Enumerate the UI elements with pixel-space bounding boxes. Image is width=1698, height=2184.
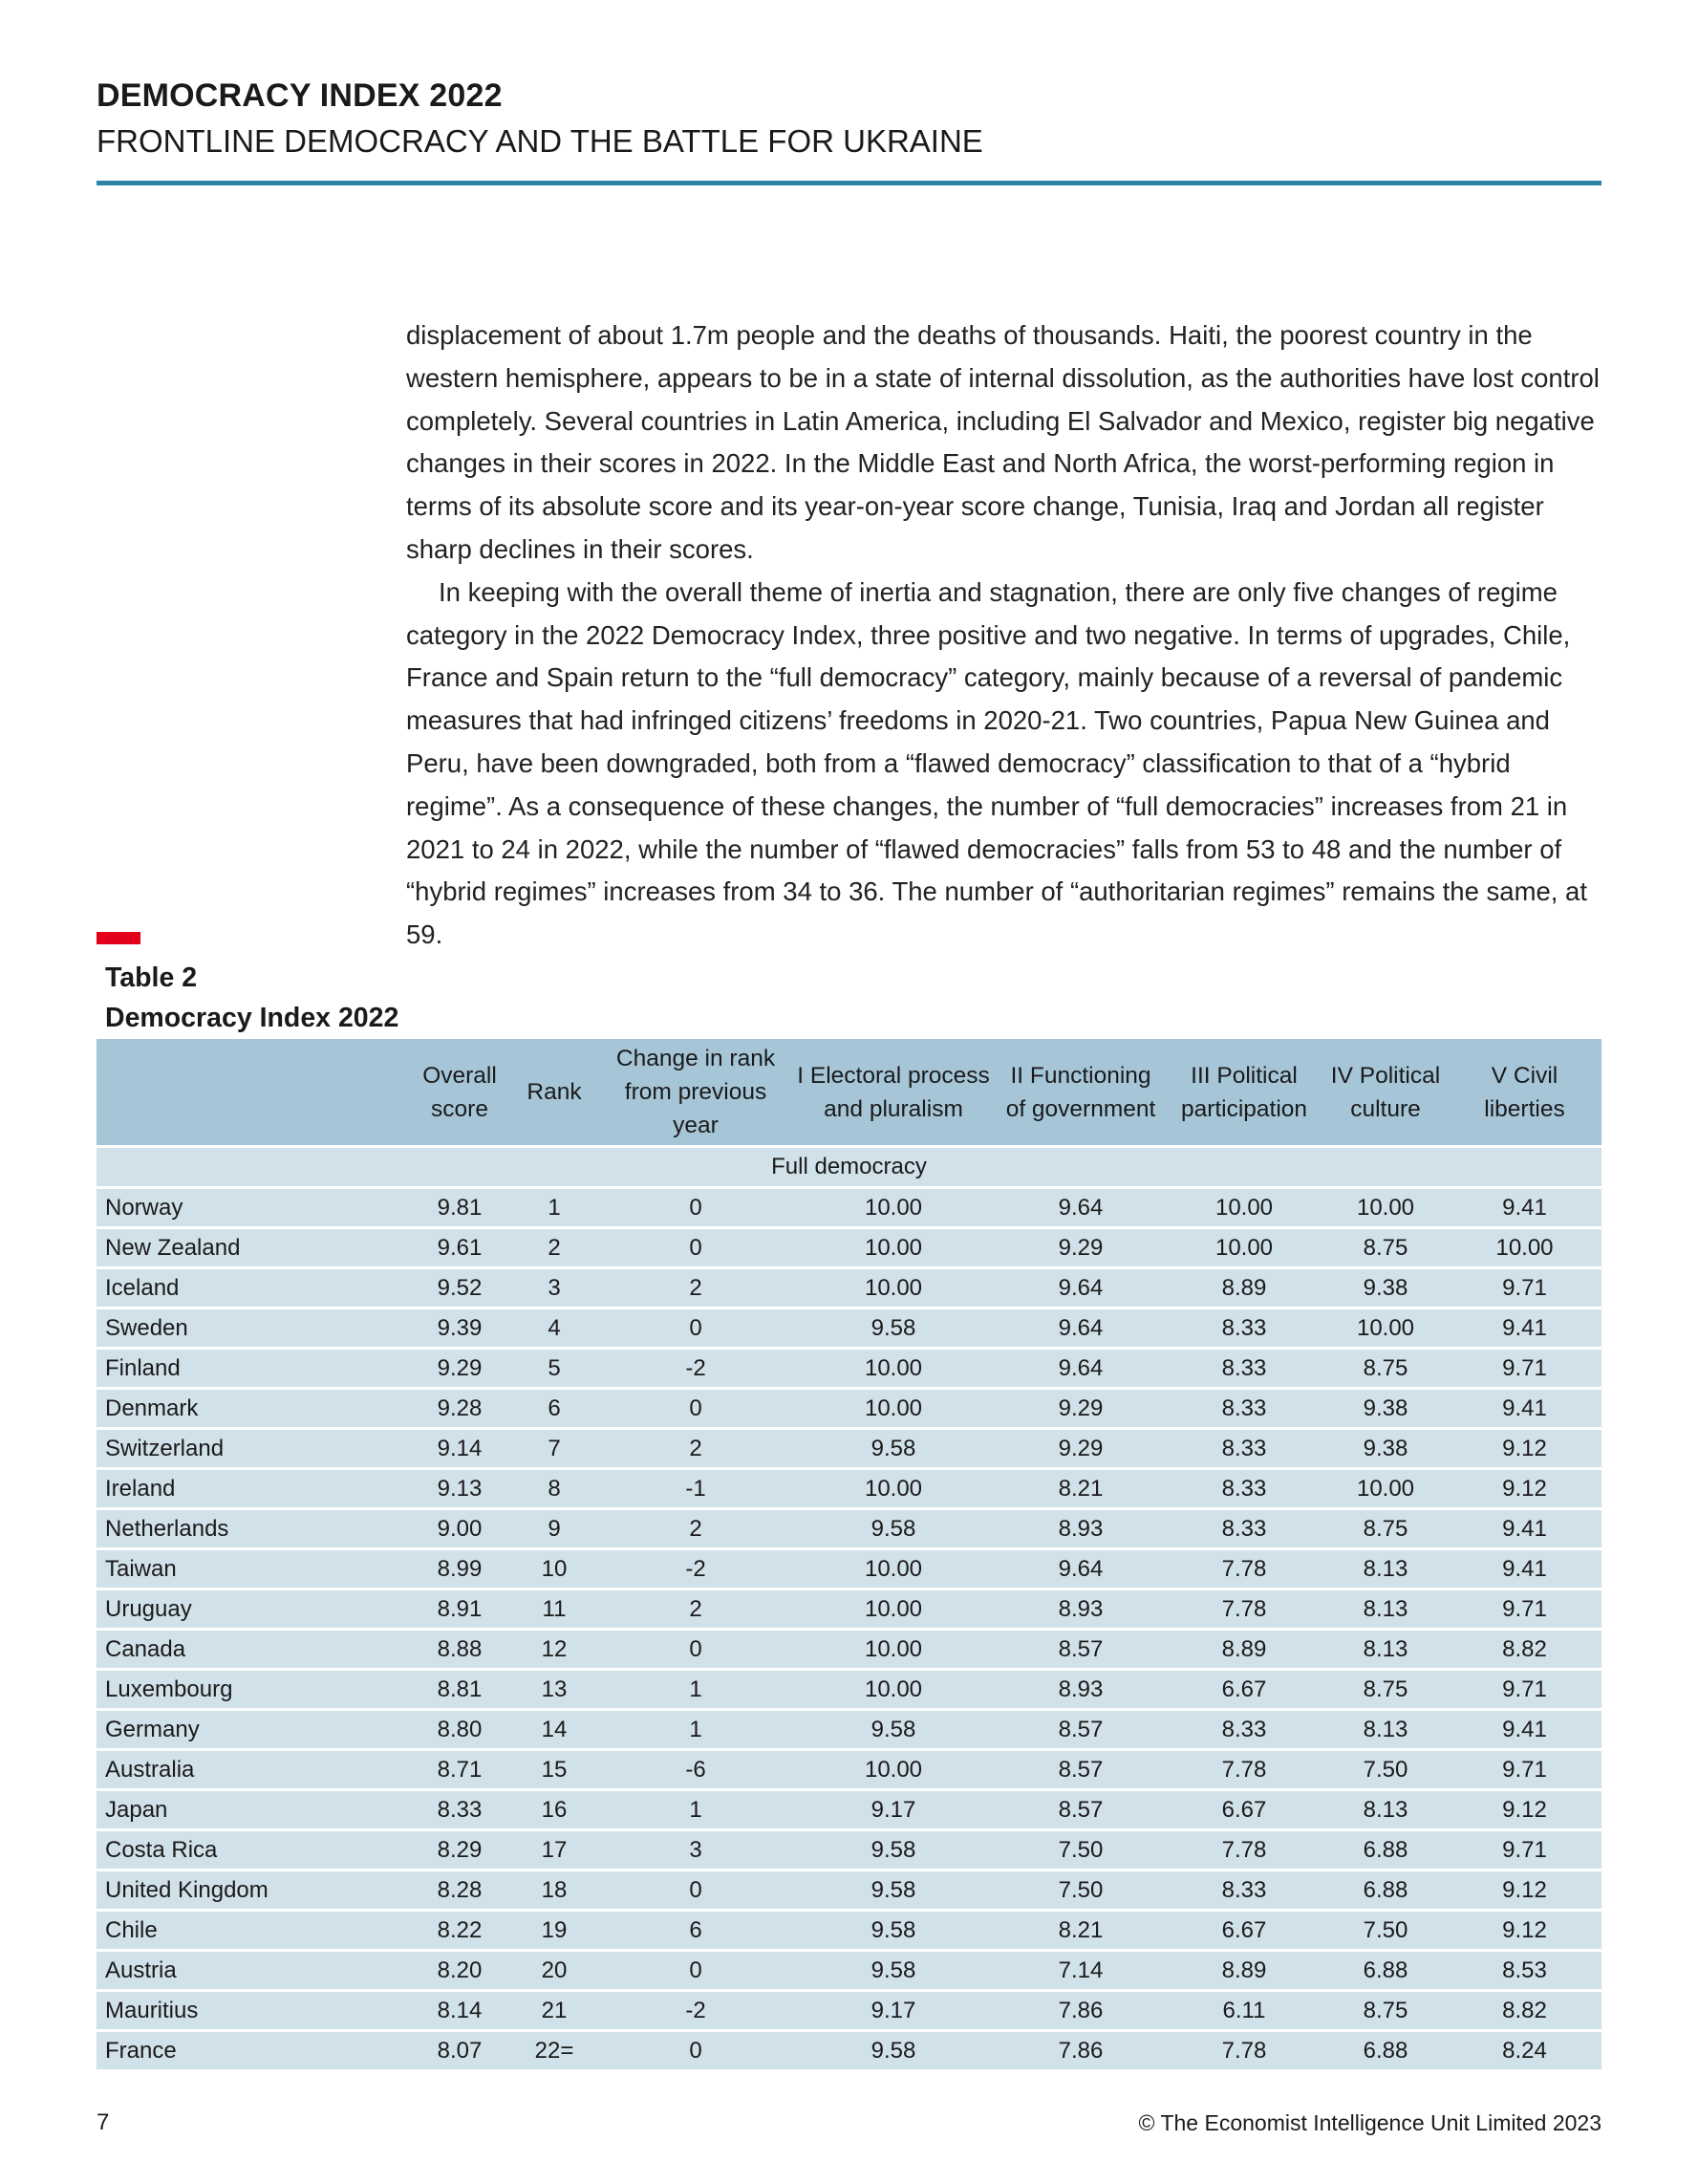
- value-cell: 9.58: [790, 1870, 997, 1911]
- country-cell: Taiwan: [97, 1549, 412, 1589]
- value-cell: 9.00: [412, 1509, 507, 1549]
- value-cell: 8.33: [1165, 1349, 1323, 1389]
- table-row: [97, 2031, 1601, 2070]
- democracy-index-table: [97, 1039, 1601, 2069]
- value-cell: 9.58: [790, 1710, 997, 1750]
- value-cell: 11: [507, 1589, 601, 1630]
- value-cell: 9.39: [412, 1308, 507, 1349]
- value-cell: 9.12: [1448, 1911, 1601, 1951]
- value-cell: 9.71: [1448, 1268, 1601, 1308]
- value-cell: 8.57: [997, 1790, 1165, 1830]
- value-cell: 9.12: [1448, 1429, 1601, 1469]
- value-cell: 9.14: [412, 1429, 507, 1469]
- value-cell: 9.58: [790, 2031, 997, 2070]
- value-cell: 9.29: [997, 1389, 1165, 1429]
- value-cell: 9.13: [412, 1469, 507, 1509]
- value-cell: 8.75: [1323, 1509, 1448, 1549]
- paragraph: displacement of about 1.7m people and the deaths of thousands. Haiti, the poorest country in the western hemisphere, appears to be in a state of internal dissolution, as the authorities have lost control completely. Several countries in Latin America, including El Salvador and Mexico, register big negative changes in their scores in 2022. In the Middle East and North Africa, the worst-performing region in terms of its absolute score and its year-on-year score change, Tunisia, Iraq and Jordan all register sharp declines in their scores.: [406, 320, 1600, 564]
- value-cell: 8.21: [997, 1911, 1165, 1951]
- column-header-change-in-rank: Change in rank from previous year: [601, 1039, 790, 1147]
- value-cell: 8.75: [1323, 1228, 1448, 1268]
- value-cell: 0: [601, 1630, 790, 1670]
- page-number: 7: [97, 2109, 110, 2135]
- value-cell: 10.00: [1323, 1308, 1448, 1349]
- value-cell: 9.12: [1448, 1790, 1601, 1830]
- value-cell: 9.12: [1448, 1870, 1601, 1911]
- table-row: [97, 1549, 1601, 1589]
- value-cell: 9.71: [1448, 1750, 1601, 1790]
- value-cell: 8.24: [1448, 2031, 1601, 2070]
- value-cell: 8.13: [1323, 1630, 1448, 1670]
- value-cell: 7.78: [1165, 1589, 1323, 1630]
- value-cell: 6.88: [1323, 1830, 1448, 1870]
- table-row: [97, 1268, 1601, 1308]
- value-cell: 15: [507, 1750, 601, 1790]
- value-cell: 8.33: [412, 1790, 507, 1830]
- value-cell: -1: [601, 1469, 790, 1509]
- value-cell: 8.57: [997, 1710, 1165, 1750]
- value-cell: 9.64: [997, 1549, 1165, 1589]
- column-header-civil-liberties: V Civil liberties: [1448, 1039, 1601, 1147]
- table-row: [97, 1670, 1601, 1710]
- table-row: [97, 1991, 1601, 2031]
- value-cell: 9.58: [790, 1509, 997, 1549]
- value-cell: 7.50: [1323, 1750, 1448, 1790]
- value-cell: 9.52: [412, 1268, 507, 1308]
- country-cell: Costa Rica: [97, 1830, 412, 1870]
- value-cell: 7.78: [1165, 1750, 1323, 1790]
- value-cell: 6.67: [1165, 1670, 1323, 1710]
- value-cell: 10.00: [790, 1389, 997, 1429]
- table-row: [97, 1630, 1601, 1670]
- value-cell: 22=: [507, 2031, 601, 2070]
- table-row: [97, 1870, 1601, 1911]
- column-header-political-participation: III Political participation: [1165, 1039, 1323, 1147]
- table-header-row: [97, 1039, 1601, 1147]
- value-cell: 19: [507, 1911, 601, 1951]
- value-cell: 9.41: [1448, 1389, 1601, 1429]
- table-row: [97, 1830, 1601, 1870]
- value-cell: 9.58: [790, 1308, 997, 1349]
- value-cell: 10.00: [790, 1549, 997, 1589]
- country-cell: Australia: [97, 1750, 412, 1790]
- value-cell: 9.41: [1448, 1308, 1601, 1349]
- value-cell: 0: [601, 1951, 790, 1991]
- value-cell: 8.75: [1323, 1991, 1448, 2031]
- value-cell: -6: [601, 1750, 790, 1790]
- value-cell: 10.00: [790, 1228, 997, 1268]
- value-cell: 1: [507, 1188, 601, 1228]
- value-cell: 9.38: [1323, 1268, 1448, 1308]
- value-cell: 8.14: [412, 1991, 507, 2031]
- value-cell: 9.41: [1448, 1710, 1601, 1750]
- value-cell: 9.41: [1448, 1188, 1601, 1228]
- value-cell: 9.38: [1323, 1429, 1448, 1469]
- table-body: [97, 1147, 1601, 2070]
- value-cell: 8.33: [1165, 1389, 1323, 1429]
- value-cell: 10.00: [790, 1188, 997, 1228]
- paragraph: In keeping with the overall theme of inertia and stagnation, there are only five changes of regime category in the 2022 Democracy Index, three positive and two negative. In terms of upgrades, Chile, France and Spain return to the “full democracy” category, mainly because of a reversal of pandemic measures that had infringed citizens’ freedoms in 2020-21. Two countries, Papua New Guinea and Peru, have been downgraded, both from a “flawed democracy” classification to that of a “hybrid regime”. As a consequence of these changes, the number of “full democracies” increases from 21 in 2021 to 24 in 2022, while the number of “flawed democracies” falls from 53 to 48 and the number of “hybrid regimes” increases from 34 to 36. The number of “authoritarian regimes” remains the same, at 59.: [406, 576, 1587, 950]
- value-cell: 14: [507, 1710, 601, 1750]
- table-label: Table 2: [105, 962, 198, 993]
- value-cell: 8.91: [412, 1589, 507, 1630]
- value-cell: 10.00: [790, 1349, 997, 1389]
- value-cell: 8.20: [412, 1951, 507, 1991]
- value-cell: 9.17: [790, 1790, 997, 1830]
- table-title: Democracy Index 2022: [105, 1003, 399, 1033]
- value-cell: 4: [507, 1308, 601, 1349]
- value-cell: 9.29: [997, 1228, 1165, 1268]
- value-cell: 10.00: [790, 1469, 997, 1509]
- value-cell: 8: [507, 1469, 601, 1509]
- country-cell: New Zealand: [97, 1228, 412, 1268]
- value-cell: 7: [507, 1429, 601, 1469]
- value-cell: 16: [507, 1790, 601, 1830]
- country-cell: Canada: [97, 1630, 412, 1670]
- value-cell: 9.58: [790, 1951, 997, 1991]
- value-cell: 8.13: [1323, 1790, 1448, 1830]
- value-cell: 2: [601, 1509, 790, 1549]
- value-cell: 9.41: [1448, 1549, 1601, 1589]
- value-cell: 5: [507, 1349, 601, 1389]
- table-row: [97, 1429, 1601, 1469]
- value-cell: 8.93: [997, 1589, 1165, 1630]
- value-cell: 17: [507, 1830, 601, 1870]
- column-header-functioning-of-government: II Functioning of government: [997, 1039, 1165, 1147]
- value-cell: 8.33: [1165, 1870, 1323, 1911]
- column-header-rank: Rank: [507, 1039, 601, 1147]
- value-cell: 3: [507, 1268, 601, 1308]
- value-cell: 10.00: [790, 1268, 997, 1308]
- value-cell: 9.61: [412, 1228, 507, 1268]
- value-cell: 1: [601, 1670, 790, 1710]
- value-cell: 8.22: [412, 1911, 507, 1951]
- table-row: [97, 1228, 1601, 1268]
- table-row: [97, 1509, 1601, 1549]
- value-cell: 8.81: [412, 1670, 507, 1710]
- value-cell: 8.89: [1165, 1268, 1323, 1308]
- value-cell: 9.64: [997, 1268, 1165, 1308]
- value-cell: 2: [601, 1429, 790, 1469]
- country-cell: United Kingdom: [97, 1870, 412, 1911]
- column-header-overall-score: Overall score: [412, 1039, 507, 1147]
- value-cell: 9.64: [997, 1188, 1165, 1228]
- value-cell: 8.93: [997, 1670, 1165, 1710]
- value-cell: 20: [507, 1951, 601, 1991]
- value-cell: 0: [601, 1389, 790, 1429]
- value-cell: 10.00: [1165, 1188, 1323, 1228]
- value-cell: 8.75: [1323, 1670, 1448, 1710]
- country-cell: Ireland: [97, 1469, 412, 1509]
- value-cell: 8.33: [1165, 1469, 1323, 1509]
- value-cell: 9.28: [412, 1389, 507, 1429]
- value-cell: 7.14: [997, 1951, 1165, 1991]
- country-cell: Switzerland: [97, 1429, 412, 1469]
- value-cell: 10.00: [790, 1630, 997, 1670]
- value-cell: -2: [601, 1549, 790, 1589]
- country-cell: France: [97, 2031, 412, 2070]
- value-cell: 7.78: [1165, 1549, 1323, 1589]
- table-row: [97, 1389, 1601, 1429]
- section-label: Full democracy: [97, 1147, 1601, 1188]
- value-cell: 10.00: [1165, 1228, 1323, 1268]
- value-cell: 8.57: [997, 1750, 1165, 1790]
- country-cell: Norway: [97, 1188, 412, 1228]
- table-row: [97, 1349, 1601, 1389]
- value-cell: 9.12: [1448, 1469, 1601, 1509]
- header-divider: [97, 181, 1601, 185]
- value-cell: 10.00: [1323, 1469, 1448, 1509]
- table-row: [97, 1710, 1601, 1750]
- body-text: [406, 314, 1605, 957]
- value-cell: 9.29: [997, 1429, 1165, 1469]
- value-cell: 9.17: [790, 1991, 997, 2031]
- value-cell: 8.82: [1448, 1630, 1601, 1670]
- value-cell: 0: [601, 1228, 790, 1268]
- table-row: [97, 1469, 1601, 1509]
- column-header-electoral-process: I Electoral process and pluralism: [790, 1039, 997, 1147]
- value-cell: 6.88: [1323, 1951, 1448, 1991]
- section-row: [97, 1147, 1601, 1188]
- value-cell: 8.33: [1165, 1308, 1323, 1349]
- value-cell: 9.71: [1448, 1589, 1601, 1630]
- value-cell: 8.93: [997, 1509, 1165, 1549]
- table-row: [97, 1308, 1601, 1349]
- value-cell: 10.00: [790, 1750, 997, 1790]
- country-cell: Denmark: [97, 1389, 412, 1429]
- value-cell: 8.99: [412, 1549, 507, 1589]
- value-cell: 7.50: [1323, 1911, 1448, 1951]
- value-cell: 6: [601, 1911, 790, 1951]
- table-row: [97, 1790, 1601, 1830]
- value-cell: 8.29: [412, 1830, 507, 1870]
- value-cell: 7.86: [997, 2031, 1165, 2070]
- value-cell: 9.58: [790, 1429, 997, 1469]
- table-row: [97, 1750, 1601, 1790]
- value-cell: 8.88: [412, 1630, 507, 1670]
- value-cell: 18: [507, 1870, 601, 1911]
- value-cell: 0: [601, 2031, 790, 2070]
- country-cell: Sweden: [97, 1308, 412, 1349]
- value-cell: 10.00: [790, 1670, 997, 1710]
- value-cell: 0: [601, 1188, 790, 1228]
- value-cell: 10: [507, 1549, 601, 1589]
- value-cell: 2: [601, 1589, 790, 1630]
- value-cell: 9.64: [997, 1308, 1165, 1349]
- value-cell: 8.75: [1323, 1349, 1448, 1389]
- country-cell: Uruguay: [97, 1589, 412, 1630]
- value-cell: 9.58: [790, 1830, 997, 1870]
- value-cell: 8.13: [1323, 1589, 1448, 1630]
- report-title: DEMOCRACY INDEX 2022: [97, 77, 503, 114]
- table-row: [97, 1911, 1601, 1951]
- value-cell: 7.86: [997, 1991, 1165, 2031]
- value-cell: 9.71: [1448, 1830, 1601, 1870]
- value-cell: 8.28: [412, 1870, 507, 1911]
- table-row: [97, 1951, 1601, 1991]
- value-cell: 9.81: [412, 1188, 507, 1228]
- value-cell: 8.33: [1165, 1710, 1323, 1750]
- value-cell: 8.89: [1165, 1630, 1323, 1670]
- page-header: [97, 75, 1601, 162]
- table-caption: [105, 958, 398, 1038]
- value-cell: 13: [507, 1670, 601, 1710]
- value-cell: 8.21: [997, 1469, 1165, 1509]
- country-cell: Japan: [97, 1790, 412, 1830]
- value-cell: 9.41: [1448, 1509, 1601, 1549]
- value-cell: 2: [601, 1268, 790, 1308]
- country-cell: Mauritius: [97, 1991, 412, 2031]
- column-header-country: [97, 1039, 412, 1147]
- value-cell: 0: [601, 1308, 790, 1349]
- value-cell: 6: [507, 1389, 601, 1429]
- value-cell: 2: [507, 1228, 601, 1268]
- value-cell: -2: [601, 1349, 790, 1389]
- value-cell: 10.00: [790, 1589, 997, 1630]
- value-cell: 7.78: [1165, 1830, 1323, 1870]
- value-cell: 7.50: [997, 1830, 1165, 1870]
- value-cell: 1: [601, 1710, 790, 1750]
- country-cell: Luxembourg: [97, 1670, 412, 1710]
- value-cell: 8.13: [1323, 1710, 1448, 1750]
- value-cell: 8.82: [1448, 1991, 1601, 2031]
- value-cell: 1: [601, 1790, 790, 1830]
- value-cell: 3: [601, 1830, 790, 1870]
- value-cell: 8.33: [1165, 1429, 1323, 1469]
- country-cell: Netherlands: [97, 1509, 412, 1549]
- value-cell: 21: [507, 1991, 601, 2031]
- value-cell: 7.50: [997, 1870, 1165, 1911]
- value-cell: 10.00: [1323, 1188, 1448, 1228]
- value-cell: 10.00: [1448, 1228, 1601, 1268]
- copyright: © The Economist Intelligence Unit Limited 2023: [1138, 2110, 1601, 2135]
- value-cell: 8.71: [412, 1750, 507, 1790]
- value-cell: 6.67: [1165, 1911, 1323, 1951]
- value-cell: 12: [507, 1630, 601, 1670]
- value-cell: 8.13: [1323, 1549, 1448, 1589]
- value-cell: 0: [601, 1870, 790, 1911]
- value-cell: 9.38: [1323, 1389, 1448, 1429]
- value-cell: 9.71: [1448, 1670, 1601, 1710]
- table-row: [97, 1188, 1601, 1228]
- table-row: [97, 1589, 1601, 1630]
- country-cell: Austria: [97, 1951, 412, 1991]
- value-cell: 8.89: [1165, 1951, 1323, 1991]
- value-cell: 8.53: [1448, 1951, 1601, 1991]
- value-cell: 6.88: [1323, 1870, 1448, 1911]
- value-cell: -2: [601, 1991, 790, 2031]
- value-cell: 8.33: [1165, 1509, 1323, 1549]
- country-cell: Finland: [97, 1349, 412, 1389]
- section-marker: [97, 932, 140, 944]
- value-cell: 9.64: [997, 1349, 1165, 1389]
- value-cell: 8.07: [412, 2031, 507, 2070]
- report-subtitle: FRONTLINE DEMOCRACY AND THE BATTLE FOR UKRAINE: [97, 123, 983, 159]
- value-cell: 9: [507, 1509, 601, 1549]
- value-cell: 8.80: [412, 1710, 507, 1750]
- country-cell: Germany: [97, 1710, 412, 1750]
- value-cell: 6.88: [1323, 2031, 1448, 2070]
- value-cell: 9.29: [412, 1349, 507, 1389]
- country-cell: Chile: [97, 1911, 412, 1951]
- value-cell: 8.57: [997, 1630, 1165, 1670]
- country-cell: Iceland: [97, 1268, 412, 1308]
- value-cell: 7.78: [1165, 2031, 1323, 2070]
- value-cell: 6.11: [1165, 1991, 1323, 2031]
- value-cell: 6.67: [1165, 1790, 1323, 1830]
- value-cell: 9.58: [790, 1911, 997, 1951]
- value-cell: 9.71: [1448, 1349, 1601, 1389]
- column-header-political-culture: IV Political culture: [1323, 1039, 1448, 1147]
